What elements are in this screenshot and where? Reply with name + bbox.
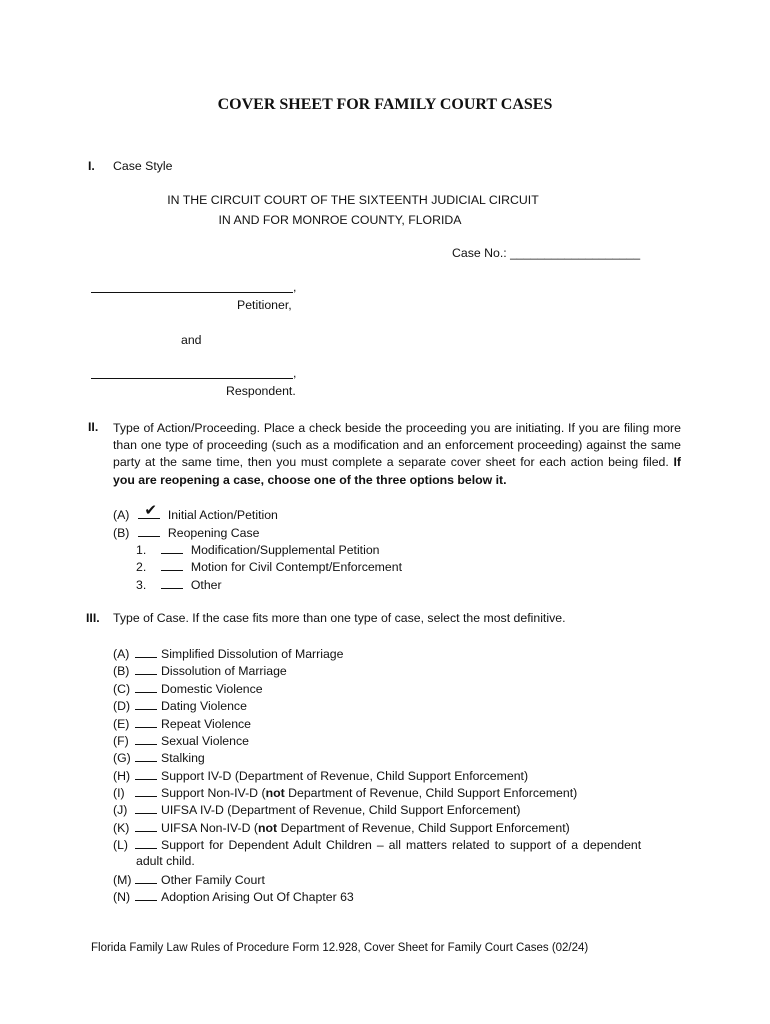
case-type-b[interactable] <box>113 663 287 678</box>
reopen-option-2[interactable] <box>136 559 402 574</box>
case-type-text: Dating Violence <box>161 699 247 713</box>
case-type-label: (L) <box>113 838 129 852</box>
sub-option-text: Modification/Supplemental Petition <box>190 543 380 557</box>
checkbox-blank[interactable] <box>138 502 160 519</box>
case-type-c[interactable] <box>113 681 263 696</box>
case-type-label: (E) <box>113 717 130 731</box>
case-number-field[interactable]: Case No.: ___________________ <box>452 246 641 260</box>
case-type-j[interactable] <box>113 802 521 817</box>
checkbox-blank[interactable] <box>135 802 157 814</box>
case-type-text: Sexual Violence <box>161 734 249 748</box>
option-text: Initial Action/Petition <box>167 508 278 522</box>
section-2-instructions <box>113 420 681 489</box>
case-type-label: (J) <box>113 803 128 817</box>
checkbox-blank[interactable] <box>135 733 157 745</box>
section-1-label: Case Style <box>113 159 173 173</box>
petitioner-signature-line[interactable] <box>91 292 293 293</box>
reopen-option-3[interactable] <box>136 577 222 592</box>
checkbox-blank[interactable] <box>135 750 157 762</box>
action-option-a[interactable] <box>113 502 278 522</box>
case-type-text: UIFSA IV-D (Department of Revenue, Child Support Enforcement) <box>161 803 521 817</box>
checkbox-blank[interactable] <box>135 872 157 884</box>
section-3-number: III. <box>86 611 100 625</box>
sub-option-number: 2. <box>136 560 147 574</box>
case-type-text-pre: Support Non-IV-D ( <box>161 786 266 800</box>
checkbox-blank[interactable] <box>161 559 183 571</box>
case-type-label: (D) <box>113 699 131 713</box>
case-type-d[interactable] <box>113 698 247 713</box>
case-type-text: Adoption Arising Out Of Chapter 63 <box>161 890 354 904</box>
case-type-label: (B) <box>113 664 130 678</box>
case-type-label: (H) <box>113 769 131 783</box>
sub-option-number: 3. <box>136 578 147 592</box>
sub-option-text: Other <box>190 578 222 592</box>
case-type-e[interactable] <box>113 716 251 731</box>
document-title: COVER SHEET FOR FAMILY COURT CASES <box>217 96 553 113</box>
checkbox-blank[interactable] <box>135 768 157 780</box>
checkbox-blank[interactable] <box>135 698 157 710</box>
section-2-bold-text: If you are reopening a case, choose one of the three options below it. <box>113 455 681 487</box>
case-type-text-post: Department of Revenue, Child Support Enforcement) <box>284 786 578 800</box>
section-2-text: Type of Action/Proceeding. Place a check beside the proceeding you are initiating. If you are filing more than one type of proceeding (such as a modification and an enforcement proceeding) against the same party at the same time, then you must complete a separate cover sheet for each action being filed. <box>113 421 681 470</box>
petitioner-label: Petitioner, <box>237 298 292 312</box>
checkbox-blank[interactable] <box>135 889 157 901</box>
case-type-i[interactable] <box>113 785 577 800</box>
case-type-text: Support for Dependent Adult Children – all matters related to support of a dependent <box>161 838 642 852</box>
section-1-number: I. <box>88 159 95 173</box>
checkbox-blank[interactable] <box>135 837 157 849</box>
sub-option-text: Motion for Civil Contempt/Enforcement <box>190 560 403 574</box>
case-type-k[interactable] <box>113 820 570 835</box>
check-mark-icon: ✔ <box>144 502 157 519</box>
court-line-2: IN AND FOR MONROE COUNTY, FLORIDA <box>218 213 462 227</box>
reopen-option-1[interactable] <box>136 542 380 557</box>
case-type-label: (M) <box>113 873 132 887</box>
checkbox-blank[interactable] <box>135 663 157 675</box>
case-type-text: Domestic Violence <box>161 682 263 696</box>
case-type-label: (G) <box>113 751 131 765</box>
action-option-b[interactable] <box>113 525 259 540</box>
case-type-label: (F) <box>113 734 129 748</box>
case-type-a[interactable] <box>113 646 343 661</box>
case-type-h[interactable] <box>113 768 528 783</box>
checkbox-blank[interactable] <box>138 525 160 537</box>
checkbox-blank[interactable] <box>161 542 183 554</box>
respondent-label: Respondent. <box>226 384 296 398</box>
and-label: and <box>181 333 202 347</box>
option-label: (B) <box>113 526 130 540</box>
section-3-instructions: Type of Case. If the case fits more than one type of case, select the most definitive. <box>113 611 566 625</box>
case-type-label: (K) <box>113 821 130 835</box>
petitioner-comma: , <box>293 280 297 294</box>
case-type-n[interactable] <box>113 889 354 904</box>
section-2-number: II. <box>88 420 99 434</box>
case-type-text-post: Department of Revenue, Child Support Enforcement) <box>277 821 570 835</box>
sub-option-number: 1. <box>136 543 147 557</box>
case-type-text: Other Family Court <box>161 873 265 887</box>
checkbox-blank[interactable] <box>135 785 157 797</box>
page-footer: Florida Family Law Rules of Procedure Form 12.928, Cover Sheet for Family Court Cases (02/24) <box>91 942 589 954</box>
respondent-comma: , <box>293 366 297 380</box>
case-type-text-pre: UIFSA Non-IV-D ( <box>161 821 259 835</box>
checkbox-blank[interactable] <box>161 577 183 589</box>
case-type-label: (I) <box>113 786 125 800</box>
checkbox-blank[interactable] <box>135 646 157 658</box>
case-type-text-bold: not <box>258 821 278 835</box>
respondent-signature-line[interactable] <box>91 378 293 379</box>
case-type-label: (C) <box>113 682 131 696</box>
checkbox-blank[interactable] <box>135 681 157 693</box>
case-type-g[interactable] <box>113 750 205 765</box>
case-type-label: (A) <box>113 647 130 661</box>
case-type-text: Simplified Dissolution of Marriage <box>161 647 344 661</box>
option-text: Reopening Case <box>167 526 260 540</box>
case-type-text: Support IV-D (Department of Revenue, Child Support Enforcement) <box>161 769 529 783</box>
case-type-f[interactable] <box>113 733 249 748</box>
case-type-l-continued: adult child. <box>136 854 195 868</box>
case-type-label: (N) <box>113 890 131 904</box>
court-line-1: IN THE CIRCUIT COURT OF THE SIXTEENTH JUDICIAL CIRCUIT <box>167 193 539 207</box>
case-type-l[interactable] <box>113 837 681 852</box>
case-type-text: Dissolution of Marriage <box>161 664 287 678</box>
checkbox-blank[interactable] <box>135 716 157 728</box>
checkbox-blank[interactable] <box>135 820 157 832</box>
case-type-text: Stalking <box>161 751 205 765</box>
case-type-text: Repeat Violence <box>161 717 252 731</box>
case-type-text-bold: not <box>265 786 285 800</box>
case-type-m[interactable] <box>113 872 265 887</box>
option-label: (A) <box>113 508 130 522</box>
